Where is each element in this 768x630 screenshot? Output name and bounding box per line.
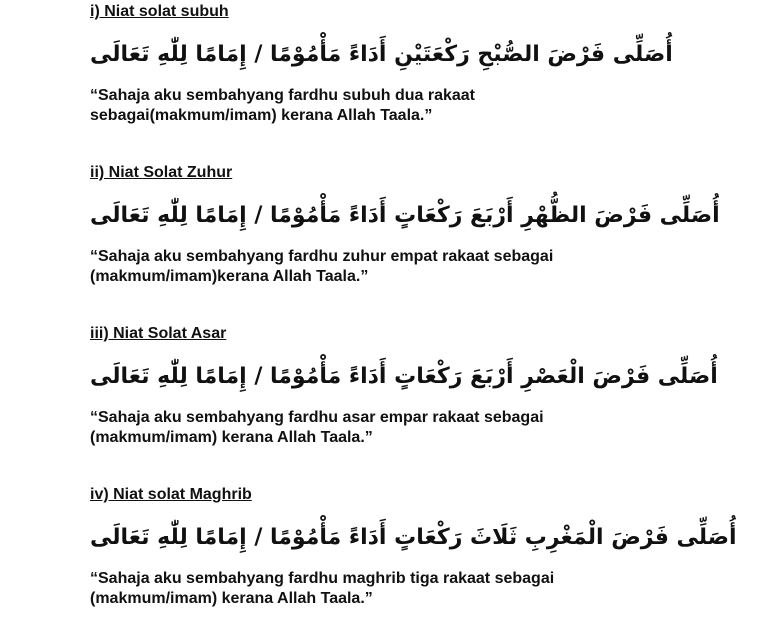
section-heading: ii) Niat Solat Zuhur (90, 164, 233, 181)
section-heading: i) Niat solat subuh (90, 3, 229, 20)
arabic-niat-text: أُصَلِّى فَرْضَ الصُّبْحِ رَكْعَتَيْنِ أَدَاءً مَأْمُوْمًا / إِمَامًا لِلّٰهِ تَعَالَى (90, 42, 673, 67)
section-heading: iii) Niat Solat Asar (90, 325, 227, 342)
arabic-niat-text: أُصَلِّى فَرْضَ الْعَصْرِ أَرْبَعَ رَكْعَاتٍ أَدَاءً مَأْمُوْمًا / إِمَامًا لِلّٰهِ تَعَالَى (90, 364, 718, 389)
arabic-niat-text: أُصَلِّى فَرْضَ الْمَغْرِبِ ثَلَاثَ رَكْعَاتٍ أَدَاءً مَأْمُوْمًا / إِمَامًا لِلّٰهِ تَعَالَى (90, 525, 737, 550)
translation-text: “Sahaja aku sembahyang fardhu subuh dua rakaat sebagai(makmum/imam) kerana Allah Taala.” (90, 87, 475, 124)
translation-text: “Sahaja aku sembahyang fardhu maghrib tiga rakaat sebagai (makmum/imam) kerana Allah Taala.” (90, 570, 555, 607)
arabic-niat-text: أُصَلِّى فَرْضَ الظُّهْرِ أَرْبَعَ رَكْعَاتٍ أَدَاءً مَأْمُوْمًا / إِمَامًا لِلّٰهِ تَعَالَى (90, 203, 720, 228)
translation-text: “Sahaja aku sembahyang fardhu asar empar rakaat sebagai (makmum/imam) kerana Allah Taala.” (90, 409, 544, 446)
section-heading: iv) Niat solat Maghrib (90, 486, 252, 503)
translation-text: “Sahaja aku sembahyang fardhu zuhur empat rakaat sebagai (makmum/imam)kerana Allah Taala.” (90, 248, 554, 285)
